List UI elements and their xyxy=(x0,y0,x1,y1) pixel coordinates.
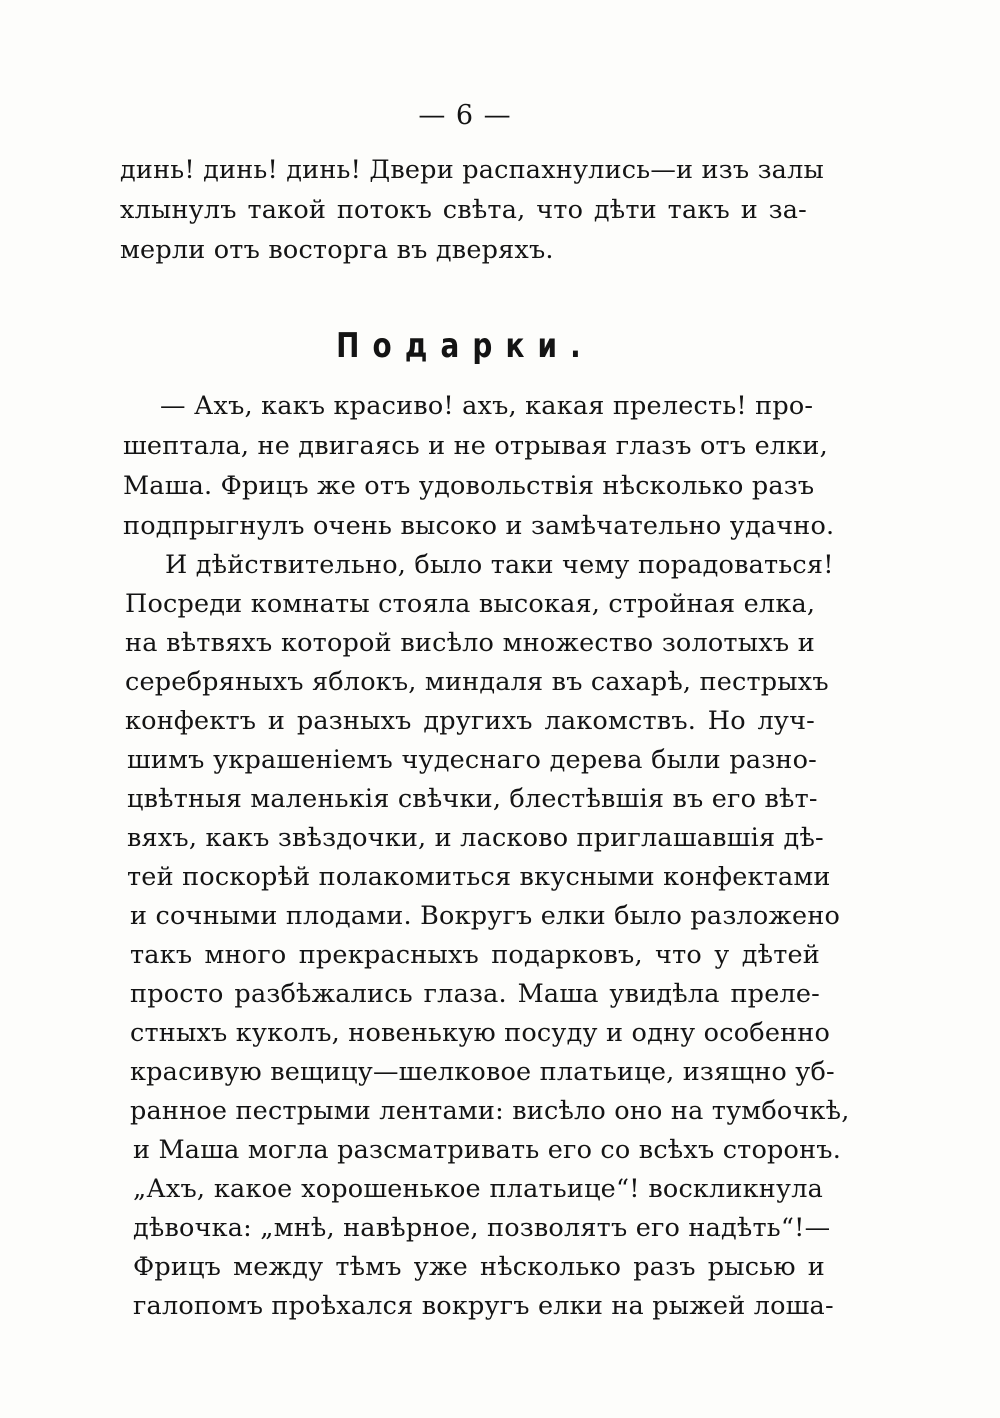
text-line: красивую вещицу—шелковое платьице, изящно уб- xyxy=(130,1057,835,1087)
text-line: Фрицъ между тѣмъ уже нѣсколько разъ рысью и xyxy=(133,1252,825,1282)
text-line: И дѣйствительно, было таки чему порадоваться! xyxy=(165,550,834,580)
text-line: — Ахъ, какъ красиво! ахъ, какая прелесть! про- xyxy=(160,391,814,421)
text-line: цвѣтныя маленькія свѣчки, блестѣвшія въ его вѣт- xyxy=(127,784,818,814)
text-line: динь! динь! динь! Двери распахнулись—и изъ залы xyxy=(120,155,824,185)
section-title: Подарки. xyxy=(336,326,594,366)
text-line: галопомъ проѣхался вокругъ елки на рыжей лоша- xyxy=(133,1291,834,1321)
text-line: мерли отъ восторга въ дверяхъ. xyxy=(120,235,554,265)
text-line: стныхъ куколъ, новенькую посуду и одну особенно xyxy=(130,1018,831,1048)
text-line: конфектъ и разныхъ другихъ лакомствъ. Но луч- xyxy=(125,706,815,736)
text-line: и Маша могла разсматривать его со всѣхъ сторонъ. xyxy=(133,1135,842,1165)
text-line: на вѣтвяхъ которой висѣло множество золотыхъ и xyxy=(125,628,815,658)
text-line: такъ много прекрасныхъ подарковъ, что у дѣтей xyxy=(130,940,820,970)
text-line: ранное пестрыми лентами: висѣло оно на тумбочкѣ, xyxy=(130,1096,850,1126)
text-line: серебряныхъ яблокъ, миндаля въ сахарѣ, пестрыхъ xyxy=(125,667,829,697)
text-line: тей поскорѣй полакомиться вкусными конфектами xyxy=(127,862,831,892)
page-number: — 6 — xyxy=(418,100,512,131)
text-line: Маша. Фрицъ же отъ удовольствія нѣсколько разъ xyxy=(123,471,815,501)
text-line: шимъ украшеніемъ чудеснаго дерева были разно- xyxy=(127,745,817,775)
text-line: вяхъ, какъ звѣздочки, и ласково приглашавшія дѣ- xyxy=(127,823,824,853)
text-line: шептала, не двигаясь и не отрывая глазъ отъ елки, xyxy=(123,431,828,461)
text-line: дѣвочка: „мнѣ, навѣрное, позволятъ его надѣть“!— xyxy=(133,1213,831,1243)
text-line: просто разбѣжались глаза. Маша увидѣла преле- xyxy=(130,979,820,1009)
text-line: Посреди комнаты стояла высокая, стройная елка, xyxy=(125,589,816,619)
text-line: хлынулъ такой потокъ свѣта, что дѣти такъ и за- xyxy=(120,195,807,225)
text-line: „Ахъ, какое хорошенькое платьице“! воскликнула xyxy=(133,1174,823,1204)
text-line: и сочными плодами. Вокругъ елки было разложено xyxy=(130,901,841,931)
text-line: подпрыгнулъ очень высоко и замѣчательно удачно. xyxy=(123,511,835,541)
